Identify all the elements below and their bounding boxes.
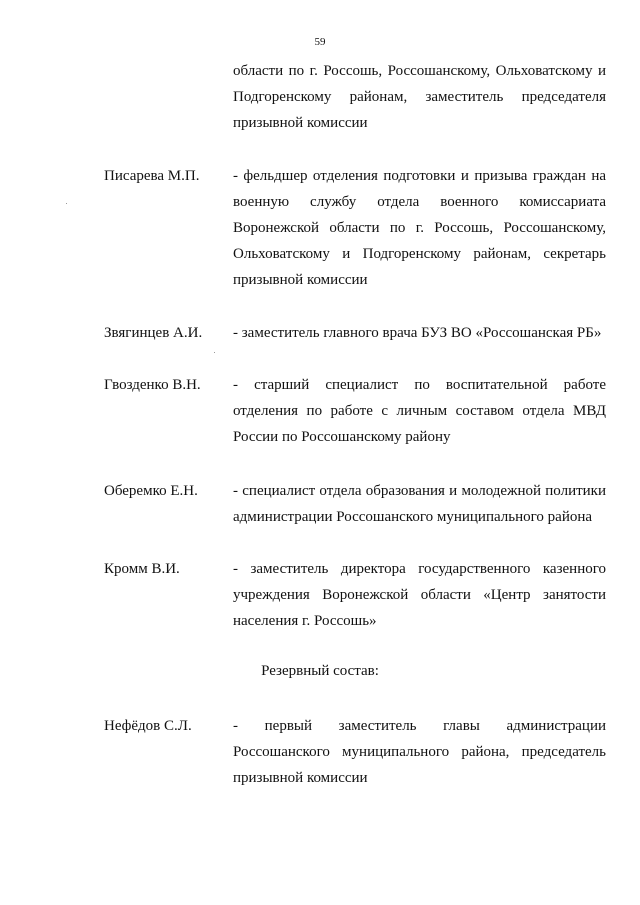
text-line: администрации Россошанского муниципального района [233,509,593,525]
member-name: Оберемко Е.Н. [104,483,198,499]
member-name: Нефёдов С.Л. [104,718,192,734]
text-line: отделения по работе с личным составом отдела МВД [233,403,606,419]
text-line: - старший специалист по воспитательной работе [233,377,606,393]
member-name: Гвозденко В.Н. [104,377,201,393]
text-line: Воронежской области по г. Россошь, Россошанскому, [233,220,606,236]
scan-speck [214,352,215,353]
member-name: Писарева М.П. [104,168,200,184]
member-name: Кромм В.И. [104,561,180,577]
text-line: - специалист отдела образования и молодежной политики [233,483,606,499]
text-line: Россошанского муниципального района, председатель [233,744,606,760]
text-line: области по г. Россошь, Россошанскому, Ольховатскому и [233,63,606,79]
reserve-heading: Резервный состав: [261,663,379,679]
text-line: призывной комиссии [233,115,368,131]
text-line: - заместитель директора государственного казенного [233,561,606,577]
member-name: Звягинцев А.И. [104,325,203,341]
text-line: Ольховатскому и Подгоренскому районам, секретарь [233,246,606,262]
text-line: - первый заместитель главы администрации [233,718,606,734]
text-line: учреждения Воронежской области «Центр занятости [233,587,606,603]
text-line: - фельдшер отделения подготовки и призыва граждан на [233,168,606,184]
scan-speck [66,203,67,204]
text-line: Подгоренскому районам, заместитель председателя [233,89,606,105]
text-line: населения г. Россошь» [233,613,377,629]
text-line: - заместитель главного врача БУЗ ВО «Россошанская РБ» [233,325,602,341]
text-line: военную службу отдела военного комиссариата [233,194,606,210]
text-line: призывной комиссии [233,770,368,786]
page-number: 59 [314,36,326,48]
text-line: России по Россошанскому району [233,429,451,445]
text-line: призывной комиссии [233,272,368,288]
